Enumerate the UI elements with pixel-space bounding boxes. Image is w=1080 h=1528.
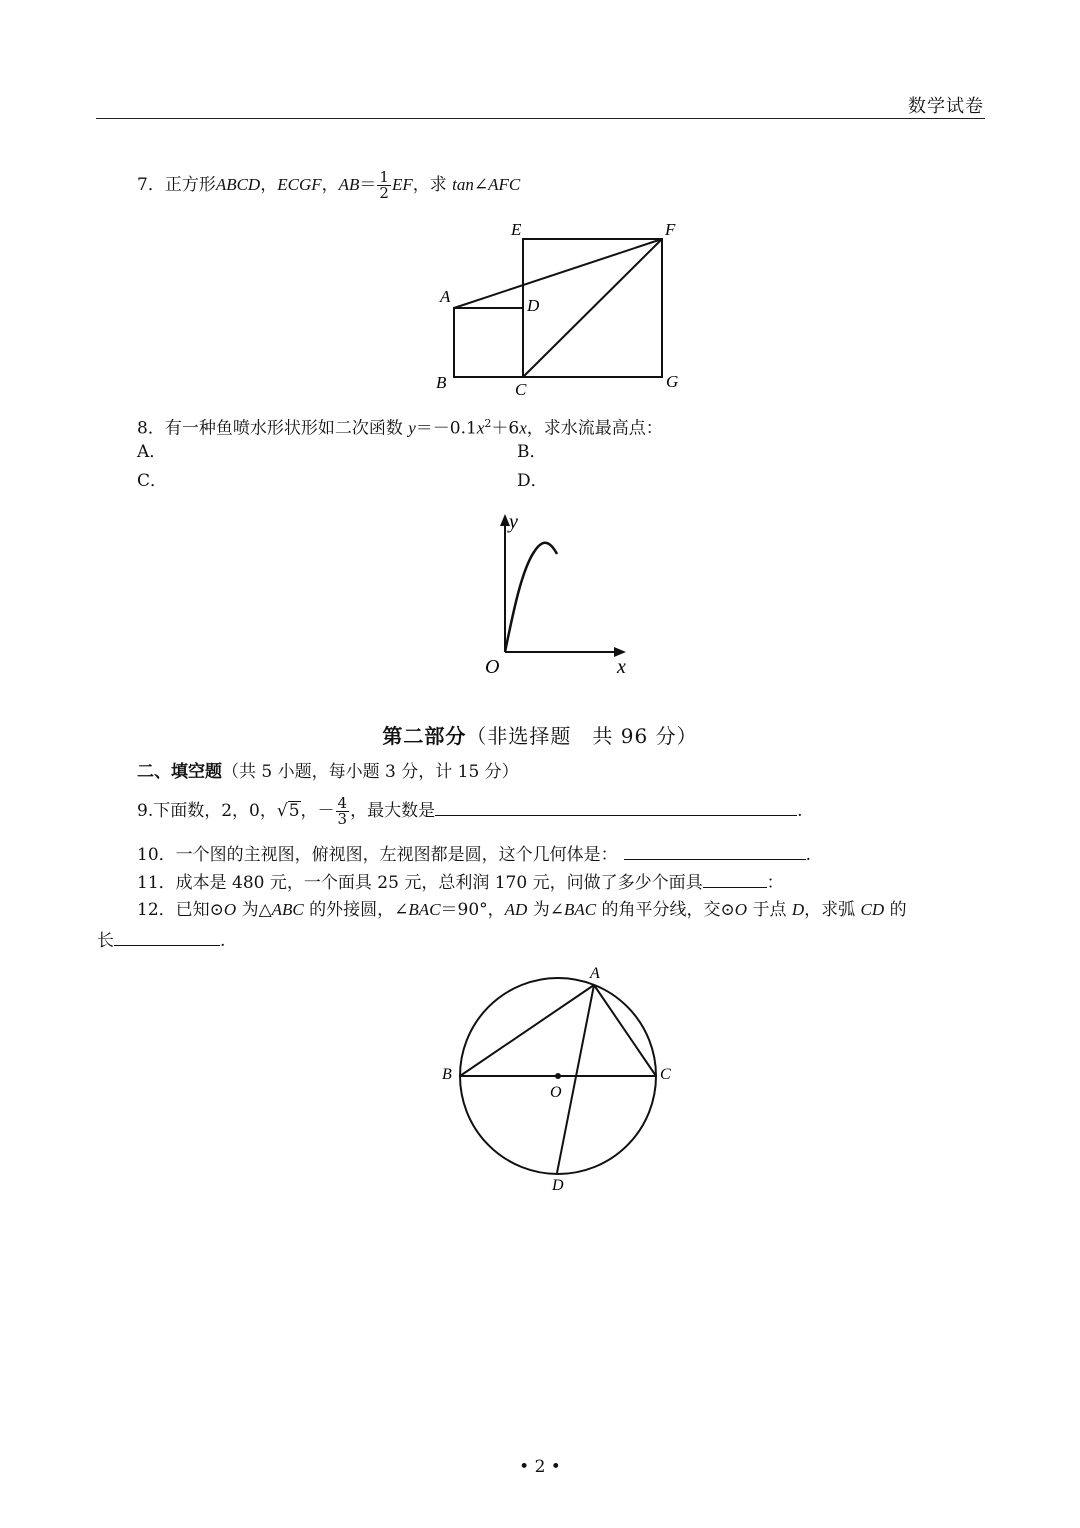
q12-cd: CD [860,900,885,919]
q7-frac-den: 2 [379,184,389,202]
q9-sep: ，－ [300,801,335,821]
part-2-title-rest: （非选择题 共 96 分） [466,724,698,748]
fig12-label-a: A [590,965,600,982]
q7-square-1: ABCD [215,175,261,194]
q12-figure [430,958,690,1198]
q8-option-c: C． [137,471,168,491]
q12-answer-blank[interactable] [114,927,220,946]
q7-ab: AB [338,175,360,194]
q10-answer-blank[interactable] [624,841,806,860]
q9-frac-den: 3 [337,810,348,828]
q8-y: y [408,418,416,438]
q11-end: ： [766,873,784,893]
q9-text-b: ，最大数是 [350,801,436,821]
q12-d: D [791,900,805,919]
q7-fraction [377,170,391,201]
question-10 [137,841,811,867]
fig12-label-c: C [660,1066,671,1083]
q8-plus: ＋6 [491,418,520,439]
q12-line2-text: 长 [97,931,114,951]
q12-ad: AD [504,900,528,919]
fig12-label-o: O [550,1084,562,1101]
fig12-label-b: B [442,1066,452,1083]
q9-text: 9.下面数，2，0， [137,801,277,821]
q12-text-g: 于点 [747,900,792,920]
q7-text: 正方形 [164,175,216,195]
q7-sep: ， [321,175,339,195]
q9-end: . [797,801,803,821]
label-g: G [666,372,679,391]
q12-text-e: 为∠ [527,900,564,920]
question-9 [137,796,802,827]
parabola-curve [505,543,557,652]
q7-frac-num: 1 [379,168,389,186]
q10-text: 10．一个图的主视图，俯视图，左视图都是圆，这个几何体是： [137,845,618,865]
graph-label-o: O [485,656,500,678]
q9-sqrt-value: 5 [288,801,300,821]
header-rule [96,118,985,119]
q8-text: 有一种鱼喷水形状形如二次函数 [164,418,409,439]
question-8 [137,412,663,441]
q8-option-d: D． [517,471,548,491]
q9-sqrt: √5 [276,801,300,821]
q12-text-i: 的 [884,900,907,920]
label-c: C [515,380,527,399]
section-2-heading-bold: 二、填空题 [137,762,222,782]
header-title: 数学试卷 [908,96,984,117]
q8-x2: x [519,418,527,438]
q12-text-h: ，求弧 [804,900,861,920]
part-2-title [0,720,1080,749]
q11-text: 11．成本是 480 元，一个面具 25 元，总利润 170 元，问做了多少个面具 [137,873,703,893]
graph-label-y: y [509,511,518,533]
q12-o2: O [734,900,748,919]
q12-text: 12．已知⊙ [137,900,224,920]
graph-label-x: x [617,656,626,678]
square-abcd [454,308,523,377]
q12-text-b: 为△ [236,900,272,920]
q7-number: 7． [137,175,165,195]
label-d: D [527,296,540,315]
fig12-label-d: D [552,1177,564,1194]
q8-x: x [476,418,485,438]
q7-sep: ， [260,175,278,195]
question-11 [137,869,784,895]
center-point [555,1073,561,1079]
q8-text-b: ，求水流最高点： [526,418,663,439]
section-2-heading [137,757,519,782]
q8-graph [478,508,638,683]
q8-eq: ＝－0.1 [415,418,477,439]
q8-option-b: B． [517,442,547,462]
label-b: B [436,373,447,392]
question-7 [137,170,520,201]
q8-option-a: A． [137,442,167,462]
q9-answer-blank[interactable] [435,797,797,816]
label-a: A [440,287,451,306]
q7-figure [425,215,695,400]
q7-eq: ＝ [359,175,377,195]
q12-o: O [223,900,237,919]
segment-ac [594,985,656,1076]
q11-answer-blank[interactable] [703,869,767,888]
question-12-line-2 [97,927,225,953]
q9-fraction [336,796,350,827]
q12-text-f: 的角平分线，交⊙ [596,900,735,920]
section-2-heading-rest: （共 5 小题，每小题 3 分，计 15 分） [222,762,519,782]
q12-bac: BAC [408,900,441,919]
segment-cf [523,239,662,377]
label-e: E [511,220,522,239]
q12-bac2: BAC [564,900,597,919]
q12-text-c: 的外接圆，∠ [303,900,409,920]
q12-abc: ABC [271,900,304,919]
q8-number: 8． [137,418,165,439]
segment-af [454,239,662,308]
q9-frac-num: 4 [337,794,348,812]
label-f: F [665,220,676,239]
q7-ef: EF [391,175,413,194]
q7-text-b: ，求 [412,175,453,195]
q10-end: . [805,845,812,865]
q12-end: . [220,931,226,951]
q12-text-d: ＝90°， [440,900,505,920]
q7-tan: tan∠AFC [452,175,521,194]
q7-square-2: ECGF [277,175,322,194]
page-number: • 2 • [519,1457,561,1477]
question-12 [137,898,907,922]
part-2-title-bold: 第二部分 [382,724,467,748]
q8-exponent: 2 [484,417,492,430]
segment-ab [460,985,594,1076]
segment-ad [557,985,594,1173]
